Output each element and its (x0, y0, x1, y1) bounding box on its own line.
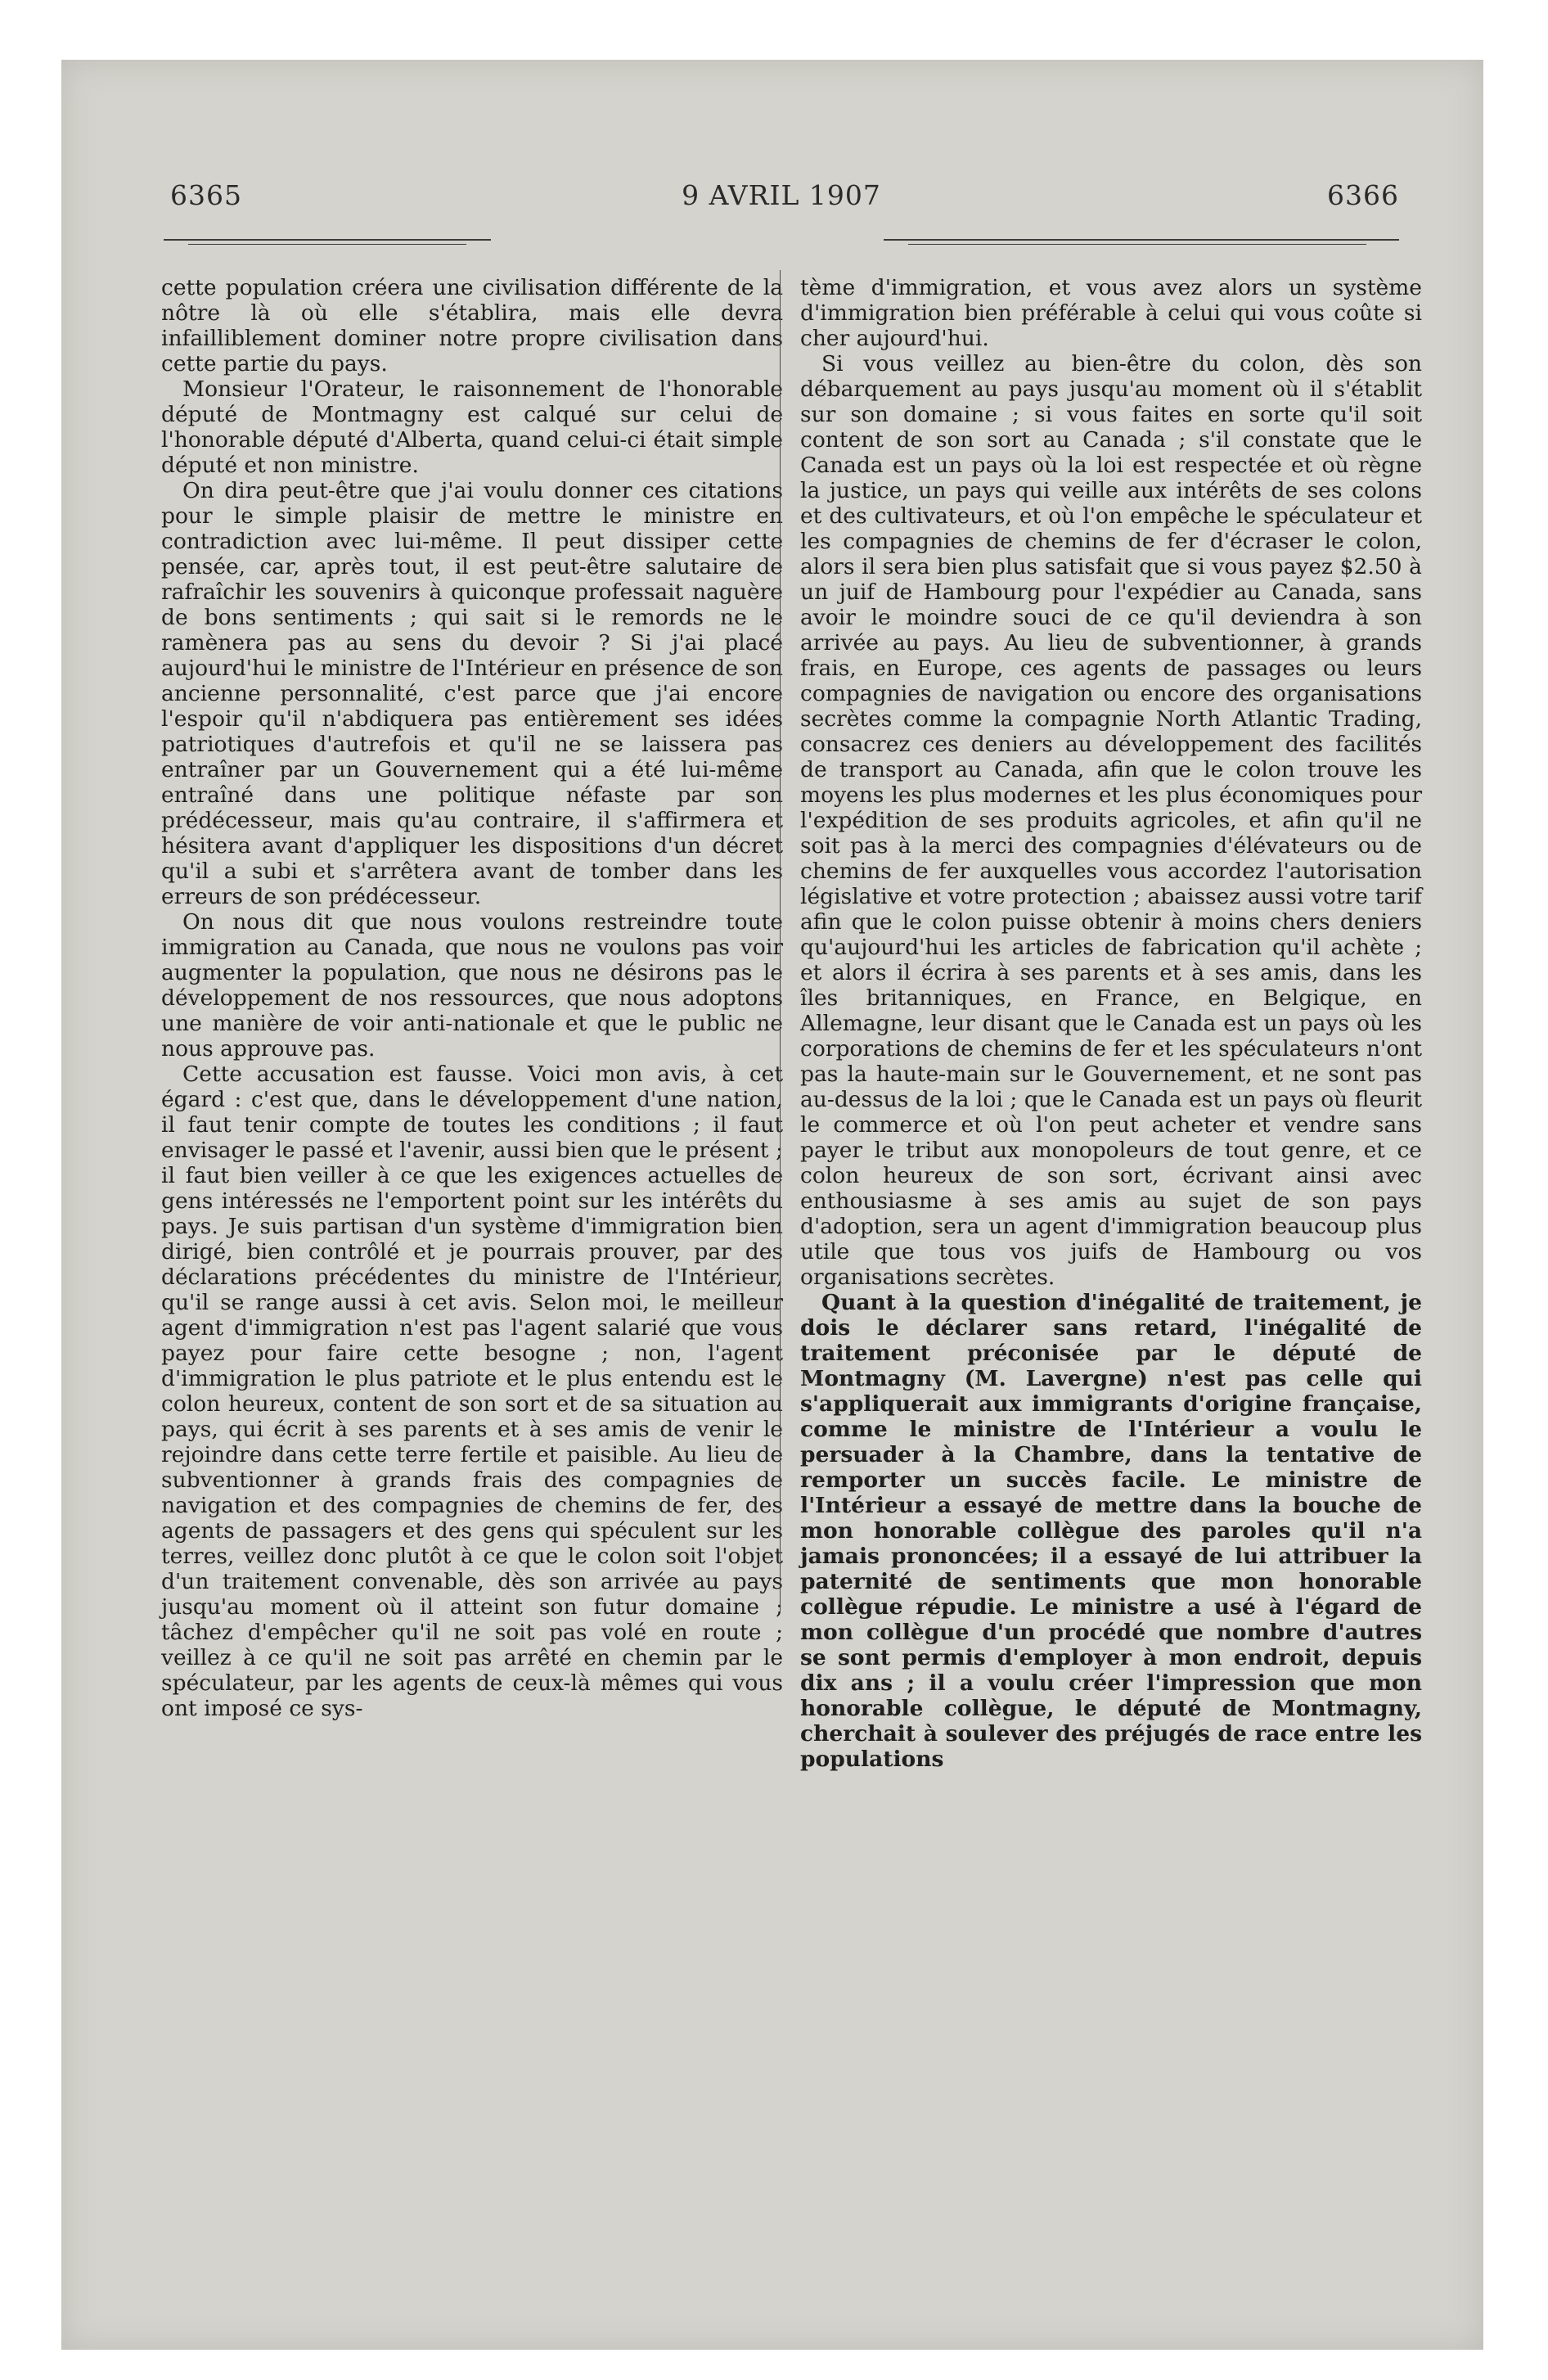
page-number-right: 6366 (1327, 179, 1399, 211)
paragraph: On dira peut-être que j'ai voulu donner ces citations pour le simple plaisir de mettre le ministre en contradiction avec lui-même. Il peut dissiper cette pensée, car, après tout, il est peut-être salutaire de rafraîchir les souvenirs à quiconque professait naguère de bons sentiments ; qui sait si le remords ne le ramènera pas au sens du devoir ? Si j'ai placé aujourd'hui le ministre de l'Intérieur en présence de son ancienne personnalité, c'est parce que j'ai encore l'espoir qu'il n'abdiquera pas entièrement ses idées patriotiques d'autrefois et qu'il ne se laissera pas entraîner par un Gouvernement qui a été lui-même entraîné dans une politique néfaste par son prédécesseur, mais qu'au contraire, il s'affirmera et hésitera avant d'appliquer les dispositions d'un décret qu'il a subi et s'arrêtera avant de tomber dans les erreurs de son prédécesseur. (161, 478, 783, 909)
paragraph: Quant à la question d'inégalité de traitement, je dois le déclarer sans retard, l'inégalité de traitement préconisée par le député de Montmagny (M. Lavergne) n'est pas celle qui s'appliquerait aux immigrants d'origine française, comme le ministre de l'Intérieur a voulu le persuader à la Chambre, dans la tentative de remporter un succès facile. Le ministre de l'Intérieur a essayé de mettre dans la bouche de mon honorable collègue des paroles qu'il n'a jamais prononcées; il a essayé de lui attribuer la paternité de sentiments que mon honorable collègue répudie. Le ministre a usé à l'égard de mon collègue d'un procédé que nombre d'autres se sont permis d'employer à mon endroit, depuis dix ans ; il a voulu créer l'impression que mon honorable collègue, le député de Montmagny, cherchait à soulever des préjugés de race entre les populations (800, 1290, 1422, 1772)
paragraph: cette population créera une civilisation différente de la nôtre là où elle s'établira, mais elle devra infailliblement dominer notre propre civilisation dans cette partie du pays. (161, 275, 783, 376)
paragraph: Si vous veillez au bien-être du colon, dès son débarquement au pays jusqu'au moment où il s'établit sur son domaine ; si vous faites en sorte qu'il soit content de son sort au Canada ; s'il constate que le Canada est un pays où la loi est respectée et où règne la justice, un pays qui veille aux intérêts de ses colons et des cultivateurs, et où l'on empêche le spéculateur et les compagnies de chemins de fer d'écraser le colon, alors il sera bien plus satisfait que si vous payez $2.50 à un juif de Hambourg pour l'expédier au Canada, sans avoir le moindre souci de ce qu'il deviendra à son arrivée au pays. Au lieu de subventionner, à grands frais, en Europe, ces agents de passages ou leurs compagnies de navigation ou encore des organisations secrètes comme la compagnie North Atlantic Trading, consacrez ces deniers au développement des facilités de transport au Canada, afin que le colon trouve les moyens les plus modernes et les plus économiques pour l'expédition de ses produits agricoles, et afin qu'il ne soit pas à la merci des compagnies d'élévateurs ou de chemins de fer auxquelles vous accordez l'autorisation législative et votre protection ; abaissez aussi votre tarif afin que le colon puisse obtenir à moins chers deniers qu'aujourd'hui les articles de fabrication qu'il achète ; et alors il écrira à ses parents et à ses amis, dans les îles britanniques, en France, en Belgique, en Allemagne, leur disant que le Canada est un pays où les corporations de chemins de fer et les spéculateurs n'ont pas la haute-main sur le Gouvernement, et ne sont pas au-dessus de la loi ; que le Canada est un pays où fleurit le commerce et où l'on peut acheter et vendre sans payer le tribut aux monopoleurs de tout genre, et ce colon heureux de son sort, écrivant ainsi avec enthousiasme à ses amis au sujet de son pays d'adoption, sera un agent d'immigration beaucoup plus utile que tous vos juifs de Hambourg ou vos organisations secrètes. (800, 351, 1422, 1290)
header-rule-right-under (908, 244, 1366, 245)
page-number-left: 6365 (170, 179, 242, 211)
paragraph: Monsieur l'Orateur, le raisonnement de l'honorable député de Montmagny est calqué sur celui de l'honorable député d'Alberta, quand celui-ci était simple député et non ministre. (161, 376, 783, 478)
paragraph: tème d'immigration, et vous avez alors un système d'immigration bien préférable à celui qui vous coûte si cher aujourd'hui. (800, 275, 1422, 351)
page-header (164, 176, 1399, 225)
paragraph: On nous dit que nous voulons restreindre toute immigration au Canada, que nous ne voulons pas voir augmenter la population, que nous ne désirons pas le développement de nos ressources, que nous adoptons une manière de voir anti-nationale et que le public ne nous approuve pas. (161, 909, 783, 1062)
header-rule-left (164, 239, 491, 241)
column-divider (780, 270, 781, 1612)
left-column (161, 275, 783, 1721)
header-rule-right (884, 239, 1399, 241)
header-rule-left-under (188, 244, 466, 245)
page-date: 9 AVRIL 1907 (682, 179, 881, 211)
paragraph: Cette accusation est fausse. Voici mon avis, à cet égard : c'est que, dans le développement d'une nation, il faut tenir compte de toutes les conditions ; il faut envisager le passé et l'avenir, aussi bien que le présent ; il faut bien veiller à ce que les exigences actuelles de gens intéressés ne l'emportent point sur les intérêts du pays. Je suis partisan d'un système d'immigration bien dirigé, bien contrôlé et je pourrais prouver, par des déclarations précédentes du ministre de l'Intérieur, qu'il se range aussi à cet avis. Selon moi, le meilleur agent d'immigration n'est pas l'agent salarié que vous payez pour faire cette besogne ; non, l'agent d'immigration le plus patriote et le plus entendu est le colon heureux, content de son sort et de sa situation au pays, qui écrit à ses parents et à ses amis de venir le rejoindre dans cette terre fertile et paisible. Au lieu de subventionner à grands frais des compagnies de navigation et des compagnies de chemins de fer, des agents de passagers et des gens qui spéculent sur les terres, veillez donc plutôt à ce que le colon soit l'objet d'un traitement convenable, dès son arrivée au pays jusqu'au moment où il atteint son futur domaine ; tâchez d'empêcher qu'il ne soit pas volé en route ; veillez à ce qu'il ne soit pas arrêté en chemin par le spéculateur, par les agents de ceux-là mêmes qui vous ont imposé ce sys- (161, 1062, 783, 1721)
right-column (800, 275, 1422, 1772)
